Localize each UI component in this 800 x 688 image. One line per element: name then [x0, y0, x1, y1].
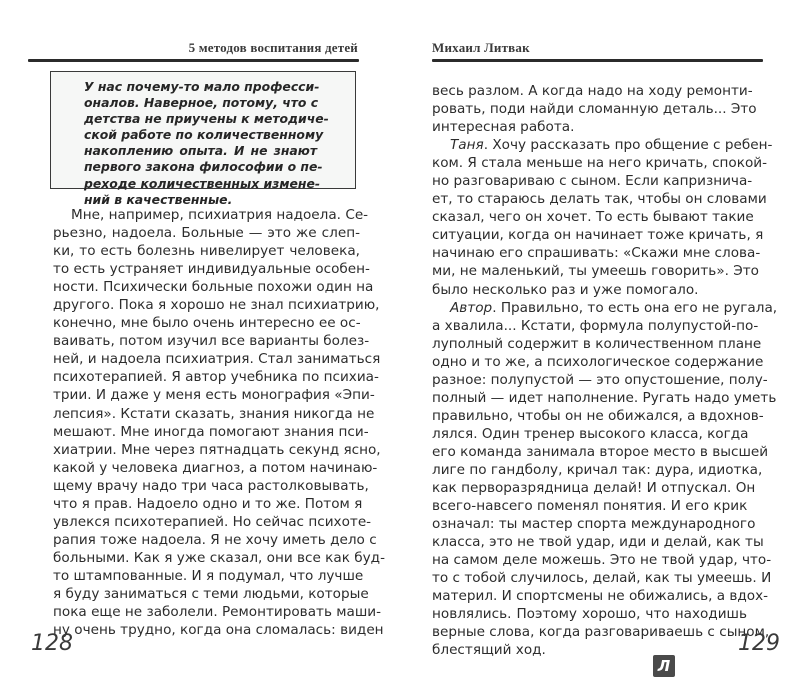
text-line: то штампованные. И я подумал, что лучше: [53, 567, 364, 584]
text-line: начинаю его спрашивать: «Скажи мне слова-: [432, 245, 761, 262]
callout-line: детства не приучены к методиче-: [84, 111, 329, 127]
text-line: материл. И спортсмены не обижались, а вдох-: [432, 588, 769, 605]
callout-line: У нас почему-то мало професси-: [84, 79, 320, 94]
text-line: интересная работа.: [432, 119, 575, 136]
text-line: как перворазрядница делай! И отпускал. Он: [432, 480, 756, 497]
text-line: ми, не маленький, ты умеешь говорить». Это: [432, 263, 760, 280]
page-number: 128: [31, 631, 73, 656]
header-rule: [432, 59, 763, 62]
body-text: [53, 206, 385, 639]
callout-line: первого закона философии о пе-: [84, 159, 323, 175]
text-line: а хвалила... Кстати, формула полупустой-по-: [432, 317, 759, 334]
text-line: [432, 299, 778, 317]
text-line: означал: ты мастер спорта международного: [432, 516, 756, 533]
text-line: ситуации, когда он начинает тоже кричать, я: [432, 227, 764, 244]
text-line: всего-навсего поменял понятия. И его крик: [432, 498, 748, 515]
text-line: правильно, чтобы он не обижался, а вдохнов-: [432, 407, 764, 424]
text-line: лепсия». Кстати сказать, знания никогда не: [53, 405, 375, 422]
right-page: [400, 0, 800, 688]
text-line: Мне, например, психиатрия надоела. Се-: [71, 207, 369, 223]
text-line: психотерапией. Я автор учебника по психиа-: [53, 369, 379, 386]
callout-line: ний в качественные.: [84, 191, 233, 207]
text-line: лиге по гандболу, кричал так: дура, идиотка,: [432, 461, 763, 478]
text-line: другого. Пока я хорошо не знал психиатрию,: [53, 297, 380, 314]
text-line: его команда занимала второе место в высшей: [432, 443, 769, 460]
text-line: что я прав. Надоело одно и то же. Потом я: [53, 495, 363, 512]
text-line: ваивать, потом изучил все варианты болез-: [53, 333, 370, 350]
text-line: сказал, чего он хочет. То есть бывают такие: [432, 209, 754, 226]
text-line: трии. И даже у меня есть монография «Эпи-: [53, 387, 375, 404]
line-text: . Правильно, то есть она его не ругала,: [492, 299, 778, 316]
text-line: одно и то же, а психологическое содержание: [432, 353, 764, 370]
text-line: щему врачу надо три часа растолковывать,: [53, 477, 369, 494]
text-line: разное: полупустой — это опустошение, полу-: [432, 371, 768, 388]
text-line: пока еще не заболели. Ремонтировать маши-: [53, 604, 382, 621]
speaker-name: Автор: [450, 299, 493, 316]
page-number: 129: [738, 631, 780, 656]
text-line: но разговариваю с сыном. Если капризнича-: [432, 173, 753, 190]
text-line: конечно, мне было очень интересно ее ос-: [53, 315, 361, 332]
text-line: ности. Психически больные похожи один на: [53, 279, 374, 296]
running-head-book-title: 5 методов воспитания детей: [188, 40, 358, 55]
text-line: новлялись. Поэтому хорошо, что находишь: [432, 606, 747, 623]
text-line: я буду заниматься с теми людьми, которые: [53, 585, 369, 602]
text-line: мешают. Мне иногда помогают знания пси-: [53, 423, 369, 440]
callout-line: реходе количественных измене-: [84, 175, 321, 191]
text-line: класса, это не твой удар, иди и делай, как ты: [432, 534, 764, 551]
text-line: ком. Я стала меньше на него кричать, спокой-: [432, 155, 768, 172]
text-line: то с тобой случилось, делай, как ты умеешь. И: [432, 570, 772, 587]
text-line: лялся. Один тренер высокого класса, когда: [432, 425, 749, 442]
text-line: блестящий ход.: [432, 642, 546, 659]
text-line: рапия тоже надоела. Я не хочу иметь дело с: [53, 531, 377, 548]
text-line: ет, то стараюсь делать так, чтобы он словами: [432, 191, 767, 208]
speaker-name: Таня: [450, 137, 484, 154]
callout-line: оналов. Наверное, потому, что с: [84, 95, 319, 111]
text-line: ну очень трудно, когда она сломалась: виден: [53, 622, 384, 639]
callout-line: ской работе по количественному: [84, 127, 324, 143]
text-line: [432, 136, 773, 154]
running-head-author: Михаил Литвак: [432, 40, 530, 55]
text-line: то есть устраняет индивидуальные особен-: [53, 261, 370, 278]
text-line: увлекся психотерапией. Но сейчас психоте-: [53, 513, 372, 530]
text-line: больными. Как я уже сказал, они все как буд-: [53, 549, 385, 566]
header-rule: [28, 59, 359, 62]
callout-line: накоплению опыта. И не знают: [84, 143, 317, 159]
text-line: на самом деле можешь. Это не твой удар, что-: [432, 552, 772, 569]
text-line: было несколько раз и уже помогало.: [432, 281, 699, 298]
labirint-logo-icon: Л: [653, 655, 675, 677]
text-line: хиатрии. Мне через пятнадцать секунд ясно,: [53, 441, 381, 458]
text-line: весь разлом. А когда надо на ходу ремонти-: [432, 83, 753, 99]
text-line: полный — идет наполнение. Ругать надо уметь: [432, 389, 777, 406]
text-line: какой у человека диагноз, а потом начинаю-: [53, 459, 378, 476]
text-line: рьезно, надоела. Больные — это же слеп-: [53, 225, 360, 242]
text-line: ровать, поди найди сломанную деталь... Это: [432, 101, 757, 118]
text-line: луполный содержит в количественном плане: [432, 335, 762, 352]
text-line: ки, то есть болезнь нивелирует человека,: [53, 243, 360, 260]
line-text: . Хочу рассказать про общение с ребен-: [483, 137, 773, 154]
text-line: верные слова, когда разговариваешь с сыном,: [432, 624, 770, 641]
text-line: ней, и надоела психиатрия. Стал заниматься: [53, 351, 381, 368]
callout-text: [84, 79, 329, 208]
